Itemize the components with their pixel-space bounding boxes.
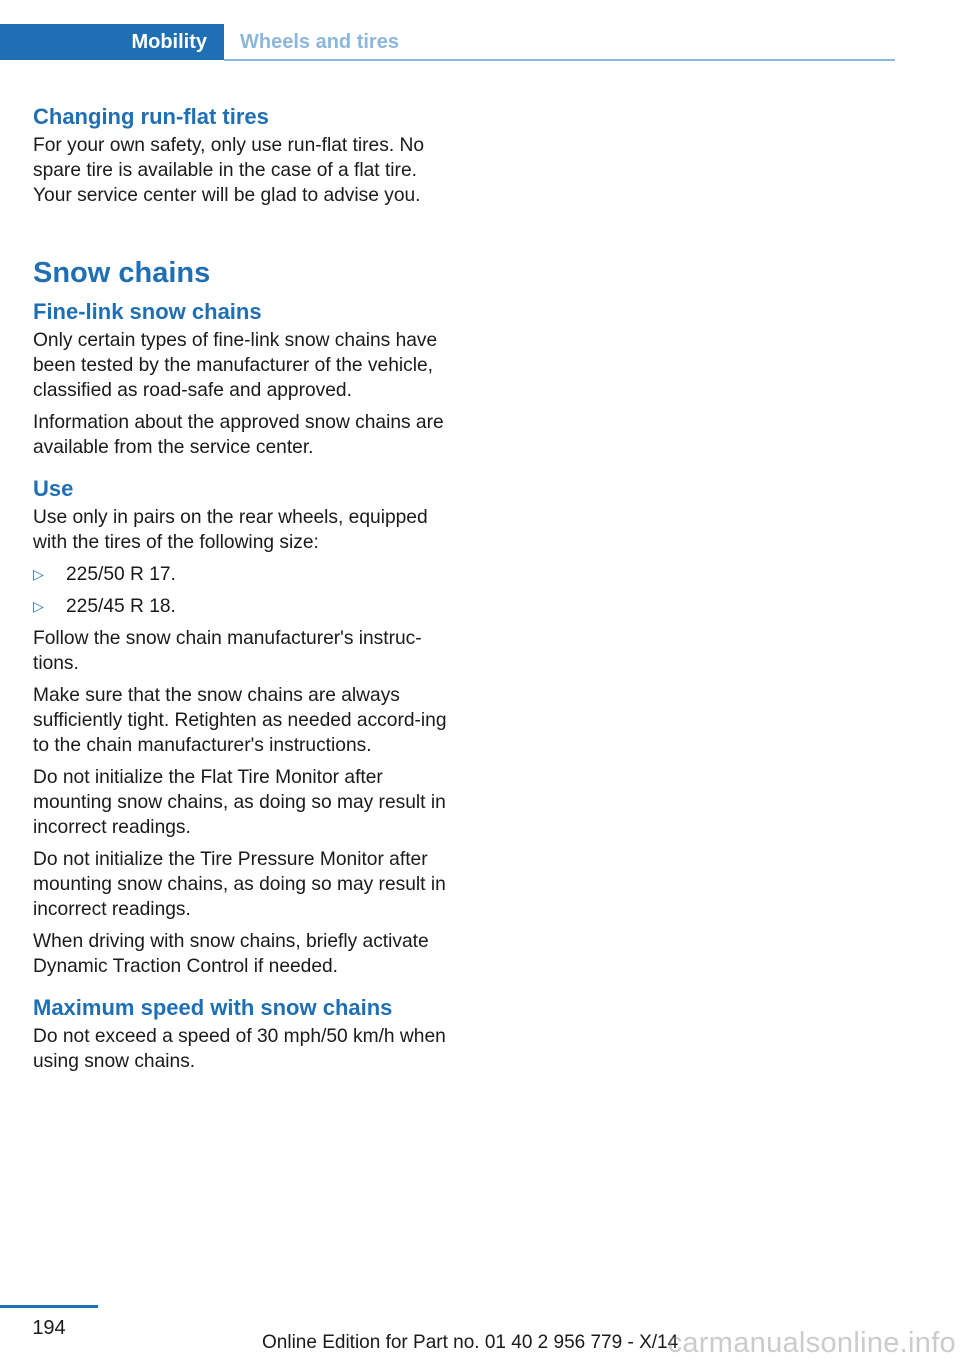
- runflat-text: For your own safety, only use run-flat tires. No spare tire is available in the case of a flat tire. Your service center will be glad to advise you.: [33, 135, 425, 206]
- page-number: 194: [32, 1317, 66, 1339]
- list-item: [33, 594, 453, 619]
- fine-link-heading: Fine-link snow chains: [33, 299, 262, 324]
- max-speed-heading: Maximum speed with snow chains: [33, 995, 393, 1020]
- section-title[interactable]: Wheels and tires: [240, 31, 399, 53]
- tire-size-list: [33, 562, 453, 619]
- fine-link-paragraph-2: Information about the approved snow chains are available from the service center.: [33, 412, 444, 458]
- header-rule: [224, 59, 895, 61]
- use-paragraph-2: Make sure that the snow chains are always sufficiently tight. Retighten as needed accord-ing to the chain manufacturer's instructions.: [33, 685, 447, 756]
- snow-chains-heading: Snow chains: [33, 257, 211, 289]
- triangle-bullet-icon: ▷: [33, 598, 44, 614]
- runflat-heading: Changing run-flat tires: [33, 104, 269, 129]
- use-paragraph-4: Do not initialize the Tire Pressure Monitor after mounting snow chains, as doing so may result in incorrect readings.: [33, 849, 446, 920]
- footer-rule: [0, 1305, 98, 1308]
- chapter-tab[interactable]: Mobility: [0, 24, 224, 60]
- use-paragraph-3: Do not initialize the Flat Tire Monitor after mounting snow chains, as doing so may result in incorrect readings.: [33, 767, 446, 838]
- edition-text: Online Edition for Part no. 01 40 2 956 779 - X/14: [262, 1332, 679, 1353]
- use-intro: Use only in pairs on the rear wheels, equipped with the tires of the following size:: [33, 507, 428, 553]
- use-paragraph-1: Follow the snow chain manufacturer's instruc-tions.: [33, 628, 422, 674]
- page-header: [0, 24, 895, 62]
- triangle-bullet-icon: ▷: [33, 566, 44, 582]
- use-heading: Use: [33, 476, 74, 501]
- list-item-text: 225/50 R 17.: [66, 564, 176, 585]
- watermark: carmanualsonline.info: [667, 1327, 956, 1359]
- fine-link-paragraph-1: Only certain types of fine-link snow chains have been tested by the manufacturer of the vehicle, classified as road-safe and approved.: [33, 330, 438, 401]
- list-item-text: 225/45 R 18.: [66, 596, 176, 617]
- list-item: [33, 562, 453, 587]
- main-content: [33, 101, 453, 1074]
- max-speed-text: Do not exceed a speed of 30 mph/50 km/h when using snow chains.: [33, 1026, 446, 1072]
- use-paragraph-5: When driving with snow chains, briefly activate Dynamic Traction Control if needed.: [33, 931, 429, 977]
